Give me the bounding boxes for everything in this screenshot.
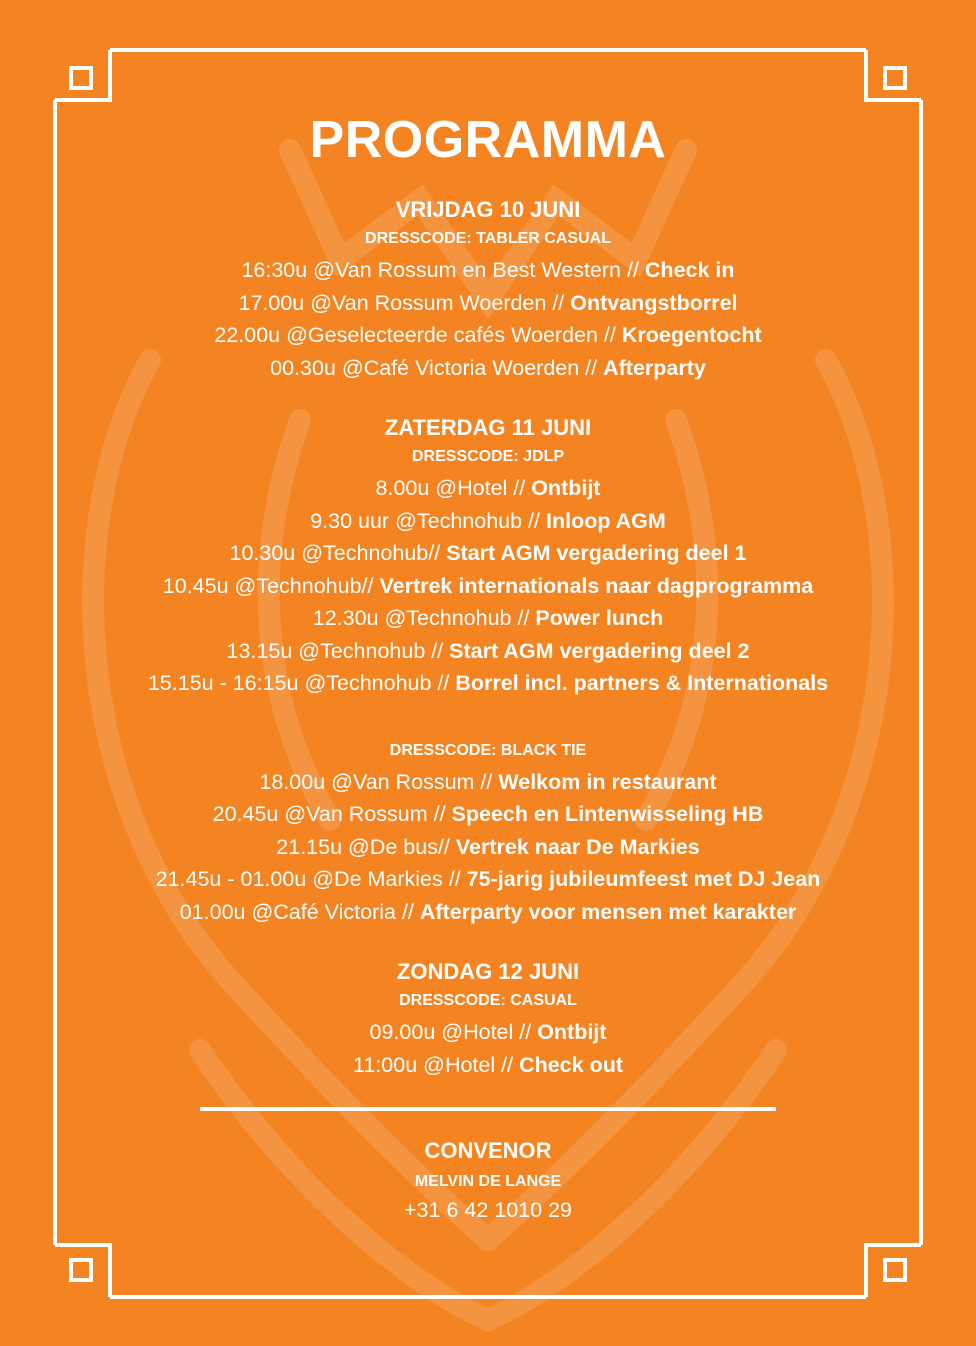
schedule-time-location: 20.45u @Van Rossum // (212, 802, 452, 826)
schedule-item (100, 1049, 876, 1082)
dresscode-label: DRESSCODE: JDLP (411, 448, 565, 465)
day-heading: ZONDAG 12 JUNI (396, 959, 580, 984)
day-section-sunday (100, 958, 876, 1081)
schedule-activity: Welkom in restaurant (498, 769, 717, 794)
page-title: PROGRAMMA (309, 111, 667, 169)
schedule-activity: Kroegentocht (621, 323, 762, 347)
schedule-time-location: 21.15u @De bus// (276, 834, 456, 859)
schedule-time-location: 21.45u - 01.00u @De Markies // (155, 867, 467, 891)
schedule-time-location: 11:00u @Hotel // (353, 1052, 520, 1077)
schedule-activity: Borrel incl. partners & Internationals (455, 671, 829, 695)
schedule-item (100, 254, 876, 287)
schedule-activity: Vertrek naar De Markies (455, 834, 700, 859)
schedule-activity: Ontbijt (531, 476, 601, 500)
schedule-item (100, 831, 876, 864)
convenor-title: CONVENOR (424, 1138, 552, 1163)
schedule-item (100, 570, 876, 603)
schedule-time-location: 8.00u @Hotel // (375, 476, 532, 500)
schedule-item (100, 287, 876, 320)
schedule-activity: Vertrek internationals naar dagprogramma (379, 573, 814, 598)
day-heading: ZATERDAG 11 JUNI (384, 415, 592, 440)
schedule-item (100, 766, 876, 799)
schedule-item (100, 863, 876, 896)
schedule-item (100, 635, 876, 668)
schedule-activity: Speech en Lintenwisseling HB (451, 802, 764, 826)
schedule-activity: Power lunch (535, 606, 664, 630)
schedule-item (100, 1016, 876, 1049)
schedule-time-location: 12.30u @Technohub // (312, 606, 536, 630)
schedule-activity: Afterparty (603, 355, 706, 380)
schedule-item (100, 505, 876, 538)
schedule-item (100, 472, 876, 505)
schedule-time-location: 09.00u @Hotel // (369, 1020, 538, 1044)
evening-section-saturday (100, 740, 876, 929)
dresscode-label: DRESSCODE: BLACK TIE (389, 741, 587, 759)
schedule-time-location: 15.15u - 16:15u @Technohub // (147, 671, 456, 695)
schedule-activity: Start AGM vergadering deel 2 (449, 638, 750, 663)
schedule-activity: Inloop AGM (545, 508, 666, 533)
day-heading: VRIJDAG 10 JUNI (395, 197, 581, 222)
schedule-time-location: 01.00u @Café Victoria // (179, 899, 420, 924)
schedule-time-location: 17.00u @Van Rossum Woerden // (238, 290, 571, 315)
schedule-time-location: 13.15u @Technohub // (226, 638, 450, 663)
schedule-time-location: 22.00u @Geselecteerde cafés Woerden // (214, 323, 622, 347)
schedule-item (100, 798, 876, 831)
schedule-item (100, 537, 876, 570)
dresscode-label: DRESSCODE: TABLER CASUAL (365, 230, 611, 247)
convenor-name: MELVIN DE LANGE (414, 1173, 562, 1190)
schedule-item (100, 352, 876, 385)
schedule-item (100, 602, 876, 635)
schedule-activity: Afterparty voor mensen met karakter (419, 899, 797, 924)
divider (200, 1107, 776, 1111)
schedule-activity: Start AGM vergadering deel 1 (446, 541, 747, 565)
convenor-phone: +31 6 42 1010 29 (404, 1198, 572, 1222)
program-content (100, 108, 876, 1225)
dresscode-label: DRESSCODE: CASUAL (399, 992, 577, 1009)
day-section-friday (100, 196, 876, 384)
schedule-time-location: 00.30u @Café Victoria Woerden // (270, 355, 604, 380)
schedule-activity: Check in (644, 258, 735, 282)
schedule-time-location: 10.45u @Technohub// (162, 573, 380, 598)
schedule-time-location: 18.00u @Van Rossum // (259, 769, 499, 794)
schedule-activity: Ontvangstborrel (570, 290, 738, 315)
schedule-item (100, 667, 876, 700)
schedule-activity: Ontbijt (537, 1020, 607, 1044)
schedule-activity: Check out (519, 1052, 623, 1077)
convenor-block (100, 1137, 876, 1225)
schedule-item (100, 896, 876, 929)
day-section-saturday (100, 414, 876, 700)
schedule-activity: 75-jarig jubileumfeest met DJ Jean (466, 867, 821, 891)
schedule-time-location: 9.30 uur @Technohub // (310, 508, 546, 533)
schedule-time-location: 16:30u @Van Rossum en Best Western // (241, 258, 645, 282)
schedule-time-location: 10.30u @Technohub// (229, 541, 447, 565)
schedule-item (100, 319, 876, 352)
